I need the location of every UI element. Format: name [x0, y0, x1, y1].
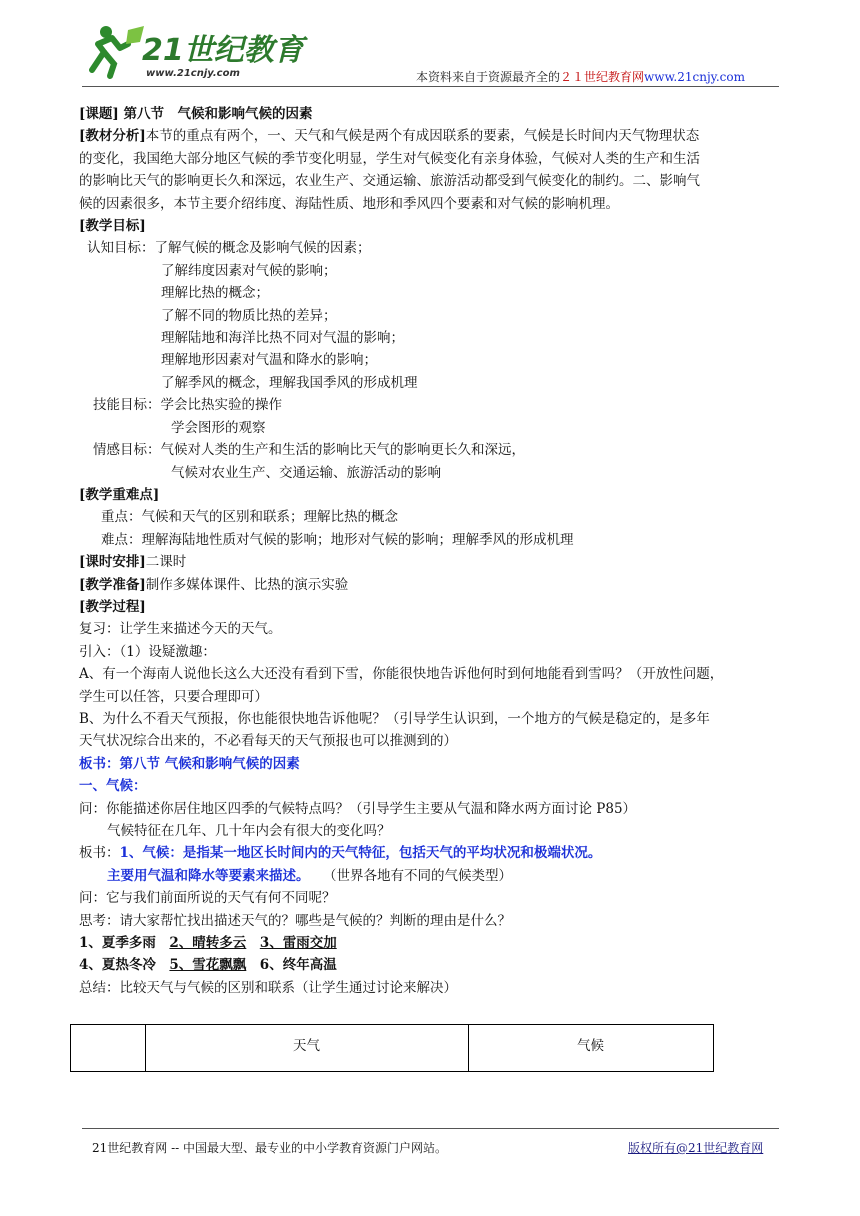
text-segment: 技能目标：学会比热实验的操作: [93, 397, 282, 414]
text-segment: 5、雪花飘飘: [169, 957, 247, 974]
text-line: [79, 910, 779, 932]
text-line: [79, 730, 779, 752]
text-line: [79, 170, 779, 192]
text-segment: 1、夏季多雨: [79, 935, 170, 952]
text-segment: 本节的重点有两个，一、天气和气候是两个有成因联系的要素，气候是长时间内天气物理状态: [145, 128, 700, 145]
text-segment: [课时安排]: [79, 554, 146, 571]
text-segment: 学生可以任答，只要合理即可）: [79, 688, 268, 705]
text-line: [79, 103, 779, 125]
header-url-link[interactable]: www.21cnjy.com: [644, 70, 745, 84]
text-line: [79, 529, 779, 551]
text-line: [79, 798, 779, 820]
text-segment: 2、晴转多云: [169, 935, 247, 952]
text-line: [79, 125, 779, 147]
text-segment: 3、雷雨交加: [259, 935, 337, 952]
text-segment: 复习：让学生来描述今天的天气。: [79, 621, 282, 638]
text-line: [79, 663, 779, 685]
text-segment: 问：它与我们前面所说的天气有何不同呢？: [79, 890, 336, 907]
text-line: [79, 394, 779, 416]
text-segment: 1、气候：是指某一地区长时间内的天气特征，包括天气的平均状况和极端状况。: [119, 845, 602, 862]
text-segment: [教学重难点]: [79, 486, 160, 503]
text-segment: 总结：比较天气与气候的区别和联系（让学生通过讨论来解决）: [79, 979, 457, 996]
header-source-note: 本资料来自于资源最齐全的２１世纪教育网www.21cnjy.com: [416, 70, 745, 84]
text-line: [79, 193, 779, 215]
text-segment: 一、气候：: [79, 778, 147, 795]
text-segment: 的变化，我国绝大部分地区气候的季节变化明显，学生对气候变化有亲身体验，气候对人类的生产和生活: [79, 150, 700, 167]
text-line: [79, 641, 779, 663]
text-line: [79, 686, 779, 708]
text-segment: 的影响比天气的影响更长久和深远，农业生产、交通运输、旅游活动都受到气候变化的制约。二、影响气: [79, 173, 700, 190]
svg-text:www.21cnjy.com: www.21cnjy.com: [146, 68, 240, 79]
site-logo: [84, 18, 304, 82]
svg-text:21世纪教育: 21世纪教育: [142, 33, 304, 68]
text-line: [79, 977, 779, 999]
runner-icon: [92, 26, 144, 76]
text-line: [79, 574, 779, 596]
text-line: [79, 551, 779, 573]
text-segment: 学会图形的观察: [171, 419, 266, 436]
text-segment: B、为什么不看天气预报，你也能很快地告诉他呢？（引导学生认识到，一个地方的气候是稳定的，是多年: [79, 710, 710, 727]
text-segment: （世界各地有不同的气候类型）: [302, 867, 512, 884]
text-segment: 认知目标：了解气候的概念及影响气候的因素；: [87, 240, 371, 257]
text-line: [79, 372, 779, 394]
text-segment: 重点：气候和天气的区别和联系；理解比热的概念: [101, 509, 398, 526]
text-segment: 候的因素很多，本节主要介绍纬度、海陆性质、地形和季风四个要素和对气候的影响机理。: [79, 195, 619, 212]
text-line: [79, 282, 779, 304]
text-line: [79, 954, 779, 976]
footer-site-description: 21世纪教育网 -- 中国最大型、最专业的中小学教育资源门户网站。: [92, 1141, 448, 1155]
text-segment: 天气状况综合出来的，不必看每天的天气预报也可以推测到的）: [79, 733, 457, 750]
text-line: [79, 596, 779, 618]
text-segment: 引入：（1）设疑激趣：: [79, 643, 216, 660]
text-segment: A、有一个海南人说他长这么大还没有看到下雪，你能很快地告诉他何时到何地能看到雪吗？（开放性问题，: [79, 666, 724, 683]
text-segment: 气候特征在几年、几十年内会有很大的变化吗？: [107, 823, 391, 839]
text-segment: 制作多媒体课件、比热的演示实验: [145, 576, 349, 593]
text-segment: [教学过程]: [79, 598, 146, 615]
text-segment: 气候对农业生产、交通运输、旅游活动的影响: [171, 464, 441, 481]
text-line: [79, 753, 779, 775]
text-segment: 板书：第八节 气候和影响气候的因素: [79, 755, 300, 772]
text-line: [79, 215, 779, 237]
header-divider: [82, 86, 779, 87]
text-line: [79, 820, 779, 842]
text-segment: 了解纬度因素对气候的影响；: [161, 262, 337, 279]
text-line: [79, 932, 779, 954]
text-line: [79, 842, 779, 864]
text-line: [79, 260, 779, 282]
text-line: [79, 417, 779, 439]
footer-copyright-link[interactable]: 版权所有@21世纪教育网: [628, 1141, 764, 1155]
text-line: [79, 865, 779, 887]
text-segment: [课题] 第八节 气候和影响气候的因素: [79, 106, 313, 122]
text-segment: 情感目标：气候对人类的生产和生活的影响比天气的影响更长久和深远，: [93, 442, 525, 459]
text-segment: 主要用气温和降水等要素来描述。: [107, 867, 303, 884]
text-segment: 6、终年高温: [246, 957, 337, 974]
comparison-table: [70, 1024, 714, 1072]
text-segment: 4、夏热冬冷: [79, 957, 170, 974]
text-line: [79, 887, 779, 909]
lesson-plan-body: [79, 103, 779, 999]
table-cell-empty: [71, 1025, 146, 1071]
text-line: [79, 327, 779, 349]
text-segment: 理解陆地和海洋比热不同对气温的影响；: [161, 330, 404, 347]
text-line: [79, 484, 779, 506]
text-line: [79, 618, 779, 640]
text-segment: 二课时: [145, 554, 187, 571]
footer-divider: [82, 1128, 779, 1129]
text-line: [79, 349, 779, 371]
text-segment: 理解比热的概念；: [161, 285, 269, 302]
text-line: [79, 775, 779, 797]
text-segment: [教材分析]: [79, 128, 146, 145]
text-line: [79, 148, 779, 170]
text-segment: 思考：请大家帮忙找出描述天气的？哪些是气候的？判断的理由是什么？: [79, 912, 511, 929]
table-header-weather: 天气: [146, 1025, 469, 1071]
text-line: [79, 462, 779, 484]
text-segment: 板书：: [79, 845, 120, 862]
text-segment: 了解季风的概念，理解我国季风的形成机理: [161, 374, 418, 391]
text-line: [79, 237, 779, 259]
text-line: [79, 305, 779, 327]
text-segment: 理解地形因素对气温和降水的影响；: [161, 352, 377, 369]
text-line: [79, 439, 779, 461]
text-line: [79, 708, 779, 730]
text-line: [79, 506, 779, 528]
text-segment: [教学目标]: [79, 218, 146, 235]
header-brand: ２１世纪教育网: [560, 70, 645, 84]
text-segment: 难点：理解海陆地性质对气候的影响；地形对气候的影响；理解季风的形成机理: [101, 531, 574, 548]
text-segment: 问：你能描述你居住地区四季的气候特点吗？（引导学生主要从气温和降水两方面讨论 P85）: [79, 800, 637, 817]
text-segment: 了解不同的物质比热的差异；: [161, 307, 337, 324]
text-segment: [教学准备]: [79, 576, 146, 593]
table-header-climate: 气候: [577, 1038, 604, 1054]
text-segment: [246, 935, 260, 951]
